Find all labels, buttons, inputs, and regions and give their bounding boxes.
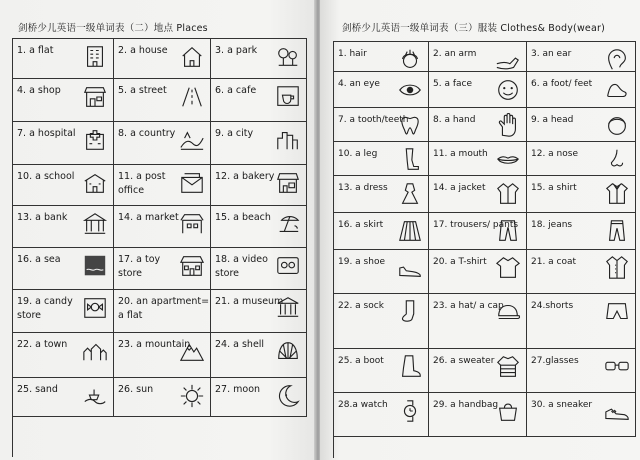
eye-icon	[396, 77, 424, 103]
word-label: 2. an arm	[433, 49, 477, 59]
candy-store-icon	[81, 295, 109, 321]
word-label: 20. an apartment= a flat	[118, 296, 210, 321]
word-label: 25. a boot	[338, 356, 384, 366]
word-label: 20. a T-shirt	[433, 257, 487, 267]
hospital-icon	[81, 127, 109, 153]
word-cell	[211, 290, 307, 333]
word-cell	[334, 393, 429, 437]
sweater-icon	[494, 354, 522, 380]
country-icon	[178, 127, 206, 153]
word-label: 24. a shell	[215, 339, 265, 350]
toy-store-icon	[178, 253, 206, 279]
street-icon	[178, 84, 206, 110]
word-label: 16. a skirt	[338, 220, 384, 230]
word-cell	[114, 79, 211, 122]
watch-icon	[396, 398, 424, 424]
word-cell	[527, 42, 636, 72]
word-cell	[527, 108, 636, 142]
mountain-icon	[178, 338, 206, 364]
word-label: 30. a sneaker	[531, 400, 593, 410]
word-cell	[527, 72, 636, 108]
beach-icon	[274, 211, 302, 237]
jeans-icon	[603, 218, 631, 244]
word-cell	[211, 378, 307, 417]
sneaker-icon	[603, 398, 631, 424]
word-label: 27. moon	[215, 384, 261, 395]
word-label: 23. a mountain	[118, 339, 191, 350]
word-cell	[13, 378, 114, 417]
word-label: 14. a jacket	[433, 183, 486, 193]
word-cell	[114, 122, 211, 165]
word-cell	[334, 42, 429, 72]
word-label: 23. a hat/ a cap	[433, 301, 504, 311]
word-cell	[334, 294, 429, 349]
word-cell	[13, 122, 114, 165]
word-cell	[334, 176, 429, 213]
word-label: 1. a flat	[17, 45, 54, 56]
word-label: 28.a watch	[338, 400, 388, 410]
word-label: 6. a cafe	[215, 85, 257, 96]
word-cell	[211, 333, 307, 378]
word-cell	[429, 213, 527, 250]
foot-icon	[603, 77, 631, 103]
word-cell	[211, 79, 307, 122]
word-cell	[334, 72, 429, 108]
word-cell	[429, 108, 527, 142]
word-label: 2. a house	[118, 45, 168, 56]
clothes-body-title: 剑桥少儿英语一级单词表（三）服装 Clothes& Body(wear)	[342, 23, 606, 34]
shorts-icon	[603, 299, 631, 325]
word-cell	[334, 349, 429, 393]
word-cell	[13, 39, 114, 79]
word-cell	[13, 333, 114, 378]
word-cell	[429, 393, 527, 437]
word-label: 8. a country	[118, 128, 176, 139]
word-cell	[527, 349, 636, 393]
word-label: 7. a tooth/teeth	[338, 115, 409, 125]
tooth-icon	[396, 113, 424, 139]
moon-icon	[274, 383, 302, 409]
word-label: 12. a bakery	[215, 171, 275, 182]
shirt-icon	[603, 181, 631, 207]
word-cell	[334, 142, 429, 176]
bank-icon	[81, 211, 109, 237]
right-page	[320, 0, 640, 460]
word-cell	[527, 176, 636, 213]
word-label: 17. trousers/ pants	[433, 220, 519, 230]
word-label: 9. a city	[215, 128, 254, 139]
word-label: 25. sand	[17, 384, 58, 395]
word-cell	[114, 378, 211, 417]
word-label: 3. an ear	[531, 49, 572, 59]
word-cell	[211, 165, 307, 206]
shoe-icon	[396, 255, 424, 281]
word-label: 21. a coat	[531, 257, 577, 267]
leg-icon	[396, 147, 424, 173]
word-label: 5. a street	[118, 85, 167, 96]
video-store-icon	[274, 253, 302, 279]
city-icon	[274, 127, 302, 153]
jacket-icon	[494, 181, 522, 207]
word-label: 12. a nose	[531, 149, 578, 159]
word-cell	[13, 248, 114, 290]
word-cell	[429, 176, 527, 213]
places-title: 剑桥少儿英语一级单词表（二）地点 Places	[18, 23, 208, 34]
post-office-icon	[178, 170, 206, 196]
word-cell	[429, 349, 527, 393]
t-shirt-icon	[494, 255, 522, 281]
places-word-table	[12, 38, 307, 457]
word-label: 6. a foot/ feet	[531, 79, 593, 89]
word-label: 17. a toy store	[118, 254, 161, 279]
trousers-icon	[494, 218, 522, 244]
word-label: 10. a leg	[338, 149, 378, 159]
word-cell	[211, 206, 307, 248]
sock-icon	[396, 299, 424, 325]
dress-icon	[396, 181, 424, 207]
word-label: 3. a park	[215, 45, 258, 56]
sun-icon	[178, 383, 206, 409]
word-label: 4. a shop	[17, 85, 61, 96]
word-cell	[114, 333, 211, 378]
market-icon	[178, 211, 206, 237]
clothes-body-word-table	[333, 41, 636, 458]
word-cell	[114, 165, 211, 206]
word-label: 15. a shirt	[531, 183, 577, 193]
hand-icon	[494, 113, 522, 139]
word-label: 26. a sweater	[433, 356, 495, 366]
hair-icon	[396, 47, 424, 72]
cap-icon	[494, 299, 522, 325]
word-label: 19. a shoe	[338, 257, 385, 267]
word-label: 5. a face	[433, 79, 472, 89]
sand-icon	[81, 383, 109, 409]
word-label: 13. a bank	[17, 212, 68, 223]
word-label: 21. a museum	[215, 296, 284, 307]
word-label: 4. an eye	[338, 79, 380, 89]
word-label: 19. a candy store	[17, 296, 73, 321]
word-cell	[114, 39, 211, 79]
museum-icon	[274, 295, 302, 321]
coat-icon	[603, 255, 631, 281]
word-cell	[334, 250, 429, 294]
word-cell	[13, 290, 114, 333]
word-cell	[429, 294, 527, 349]
word-cell	[13, 79, 114, 122]
house-icon	[178, 44, 206, 70]
word-label: 22. a town	[17, 339, 68, 350]
face-icon	[494, 77, 522, 103]
word-label: 9. a head	[531, 115, 574, 125]
town-icon	[81, 338, 109, 364]
word-label: 1. hair	[338, 49, 367, 59]
word-cell	[429, 72, 527, 108]
word-label: 8. a hand	[433, 115, 476, 125]
left-page	[0, 0, 316, 460]
word-cell	[527, 213, 636, 250]
flat-building-icon	[81, 44, 109, 70]
word-cell	[13, 206, 114, 248]
word-label: 22. a sock	[338, 301, 384, 311]
word-label: 13. a dress	[338, 183, 388, 193]
word-label: 27.glasses	[531, 356, 579, 366]
word-label: 7. a hospital	[17, 128, 76, 139]
word-cell	[114, 248, 211, 290]
word-cell	[527, 393, 636, 437]
word-cell	[334, 108, 429, 142]
word-label: 14. a market	[118, 212, 179, 223]
word-label: 15. a beach	[215, 212, 271, 223]
word-label: 11. a mouth	[433, 149, 488, 159]
word-label: 18. jeans	[531, 220, 573, 230]
nose-icon	[603, 147, 631, 173]
word-label: 10. a school	[17, 171, 75, 182]
shop-icon	[81, 84, 109, 110]
school-icon	[81, 170, 109, 196]
glasses-icon	[603, 354, 631, 380]
sea-icon	[81, 253, 109, 279]
word-cell	[429, 42, 527, 72]
skirt-icon	[396, 218, 424, 244]
word-cell	[429, 250, 527, 294]
word-cell	[114, 290, 211, 333]
word-cell	[211, 122, 307, 165]
word-label: 18. a video store	[215, 254, 268, 279]
word-cell	[13, 165, 114, 206]
shell-icon	[274, 338, 302, 364]
word-label: 11. a post office	[118, 171, 166, 196]
word-cell	[527, 142, 636, 176]
word-label: 24.shorts	[531, 301, 574, 311]
ear-icon	[603, 47, 631, 72]
word-label: 16. a sea	[17, 254, 61, 265]
head-icon	[603, 113, 631, 139]
bakery-icon	[274, 170, 302, 196]
park-icon	[274, 44, 302, 70]
word-cell	[527, 294, 636, 349]
word-label: 26. sun	[118, 384, 154, 395]
cafe-icon	[274, 84, 302, 110]
word-cell	[334, 213, 429, 250]
word-cell	[114, 206, 211, 248]
word-cell	[527, 250, 636, 294]
mouth-icon	[494, 147, 522, 173]
word-cell	[211, 248, 307, 290]
word-label: 29. a handbag	[433, 400, 499, 410]
boot-icon	[396, 354, 424, 380]
arm-icon	[494, 47, 522, 72]
handbag-icon	[494, 398, 522, 424]
word-cell	[429, 142, 527, 176]
word-cell	[211, 39, 307, 79]
